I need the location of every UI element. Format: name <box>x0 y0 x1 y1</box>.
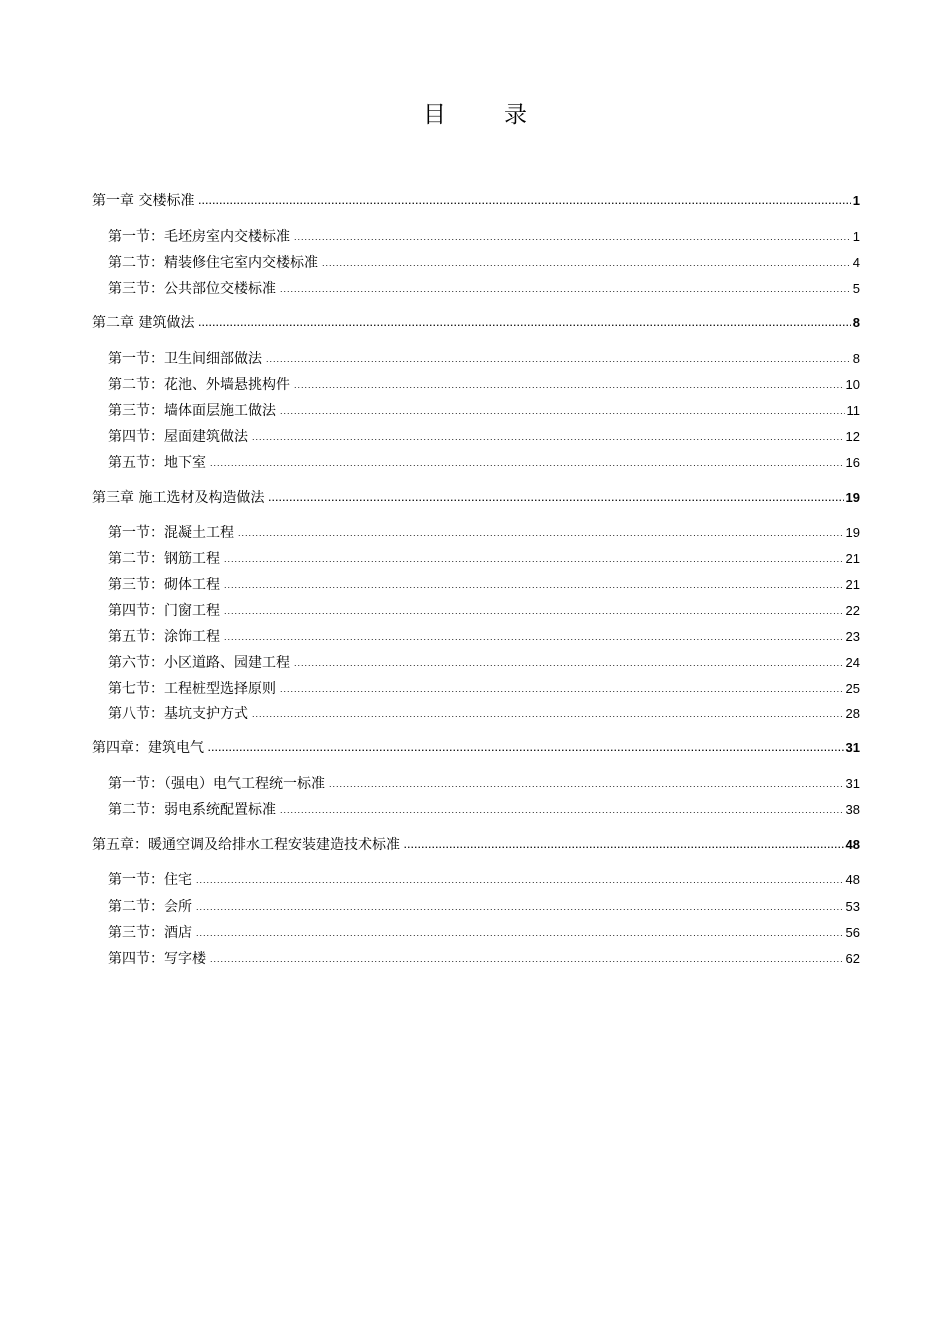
toc-entry-label: 第五章：暖通空调及给排水工程安装建造技术标准 <box>92 837 400 853</box>
toc-chapter-entry[interactable] <box>92 190 860 212</box>
toc-chapter-entry[interactable] <box>92 487 860 509</box>
toc-entry-label: 第四节：屋面建筑做法 <box>108 429 248 445</box>
toc-section-entry[interactable] <box>108 922 860 944</box>
toc-entry-label: 第三节：酒店 <box>108 925 192 941</box>
toc-entry-page-number: 1 <box>852 229 860 244</box>
dot-leader <box>280 278 851 300</box>
toc-entry-page-number: 25 <box>845 681 860 696</box>
toc-entry-label: 第二章 建筑做法 <box>92 315 195 331</box>
toc-entry-page-number: 22 <box>845 603 860 618</box>
toc-entry-page-number: 8 <box>852 315 860 330</box>
toc-entry-page-number: 31 <box>845 740 860 755</box>
dot-leader <box>294 652 844 674</box>
dot-leader <box>280 400 845 422</box>
toc-entry-label: 第三节：砌体工程 <box>108 577 220 593</box>
toc-section-entry[interactable] <box>108 799 860 821</box>
dot-leader <box>208 737 844 759</box>
dot-leader <box>196 869 844 891</box>
toc-title-char-1: 目 <box>423 102 446 128</box>
toc-entry-label: 第三章 施工选材及构造做法 <box>92 490 265 506</box>
dot-leader <box>268 487 843 509</box>
toc-section-entry[interactable] <box>108 452 860 474</box>
toc-entry-label: 第二节：精装修住宅室内交楼标准 <box>108 255 318 271</box>
toc-section-entry[interactable] <box>108 226 860 248</box>
toc-entry-label: 第四节：门窗工程 <box>108 603 220 619</box>
toc-entry-page-number: 12 <box>845 429 860 444</box>
dot-leader <box>224 548 844 570</box>
toc-entry-label: 第四节：写字楼 <box>108 951 206 967</box>
toc-entry-page-number: 8 <box>852 351 860 366</box>
toc-entry-label: 第一章 交楼标准 <box>92 193 195 209</box>
toc-entry-page-number: 19 <box>845 525 860 540</box>
dot-leader <box>280 678 844 700</box>
toc-section-entry[interactable] <box>108 574 860 596</box>
toc-section-entry[interactable] <box>108 869 860 891</box>
toc-entry-page-number: 28 <box>845 706 860 721</box>
toc-entry-page-number: 21 <box>845 577 860 592</box>
dot-leader <box>238 522 844 544</box>
dot-leader <box>210 452 844 474</box>
toc-entry-label: 第一节：（强电）电气工程统一标准 <box>108 776 325 792</box>
toc-entry-page-number: 11 <box>846 403 860 418</box>
toc-entry-label: 第五节：涂饰工程 <box>108 629 220 645</box>
toc-entry-label: 第二节：弱电系统配置标准 <box>108 802 276 818</box>
toc-section-entry[interactable] <box>108 626 860 648</box>
toc-section-entry[interactable] <box>108 703 860 725</box>
dot-leader <box>322 252 851 274</box>
dot-leader <box>224 574 844 596</box>
toc-section-entry[interactable] <box>108 652 860 674</box>
toc-section-entry[interactable] <box>108 374 860 396</box>
toc-entry-label: 第四章：建筑电气 <box>92 740 204 756</box>
dot-leader <box>404 834 844 856</box>
dot-leader <box>196 896 844 918</box>
toc-entry-page-number: 24 <box>845 655 860 670</box>
toc-section-entry[interactable] <box>108 600 860 622</box>
toc-section-entry[interactable] <box>108 400 860 422</box>
toc-entry-label: 第二节：会所 <box>108 899 192 915</box>
toc-section-entry[interactable] <box>108 348 860 370</box>
toc-entry-page-number: 1 <box>852 193 860 208</box>
toc-title-char-2: 录 <box>504 102 527 128</box>
toc-entry-label: 第六节：小区道路、园建工程 <box>108 655 290 671</box>
toc-section-entry[interactable] <box>108 278 860 300</box>
toc-section-entry[interactable] <box>108 252 860 274</box>
toc-entry-page-number: 53 <box>845 899 860 914</box>
toc-entry-page-number: 56 <box>845 925 860 940</box>
toc-section-entry[interactable] <box>108 773 860 795</box>
toc-section-entry[interactable] <box>108 426 860 448</box>
toc-entry-page-number: 38 <box>845 802 860 817</box>
toc-entry-label: 第五节：地下室 <box>108 455 206 471</box>
toc-section-entry[interactable] <box>108 548 860 570</box>
toc-entry-label: 第一节：毛坯房室内交楼标准 <box>108 229 290 245</box>
dot-leader <box>329 773 844 795</box>
toc-section-entry[interactable] <box>108 948 860 970</box>
toc-chapter-entry[interactable] <box>92 312 860 334</box>
toc-entry-page-number: 23 <box>845 629 860 644</box>
toc-title <box>0 96 950 129</box>
dot-leader <box>198 190 850 212</box>
dot-leader <box>196 922 844 944</box>
dot-leader <box>210 948 844 970</box>
dot-leader <box>294 374 844 396</box>
toc-chapter-entry[interactable] <box>92 737 860 759</box>
dot-leader <box>198 312 850 334</box>
toc-entry-label: 第三节：公共部位交楼标准 <box>108 281 276 297</box>
toc-entry-page-number: 5 <box>852 281 860 296</box>
toc-entry-page-number: 16 <box>845 455 860 470</box>
toc-entry-label: 第一节：住宅 <box>108 872 192 888</box>
dot-leader <box>280 799 844 821</box>
toc-entry-page-number: 48 <box>845 837 860 852</box>
dot-leader <box>266 348 851 370</box>
dot-leader <box>224 600 844 622</box>
toc-entry-page-number: 19 <box>845 490 860 505</box>
toc-entry-page-number: 4 <box>852 255 860 270</box>
toc-entry-label: 第三节：墙体面层施工做法 <box>108 403 276 419</box>
dot-leader <box>252 703 844 725</box>
toc-entry-page-number: 62 <box>845 951 860 966</box>
toc-entry-page-number: 31 <box>845 776 860 791</box>
dot-leader <box>224 626 844 648</box>
toc-section-entry[interactable] <box>108 522 860 544</box>
toc-entry-label: 第八节：基坑支护方式 <box>108 706 248 722</box>
dot-leader <box>252 426 844 448</box>
toc-section-entry[interactable] <box>108 678 860 700</box>
dot-leader <box>294 226 851 248</box>
toc-entry-label: 第二节：花池、外墙悬挑构件 <box>108 377 290 393</box>
toc-section-entry[interactable] <box>108 896 860 918</box>
toc-entry-page-number: 21 <box>845 551 860 566</box>
toc-entry-label: 第一节：卫生间细部做法 <box>108 351 262 367</box>
toc-chapter-entry[interactable] <box>92 834 860 856</box>
toc-entry-label: 第一节：混凝土工程 <box>108 525 234 541</box>
toc-entry-page-number: 48 <box>845 872 860 887</box>
toc-entry-page-number: 10 <box>845 377 860 392</box>
toc-entry-label: 第七节：工程桩型选择原则 <box>108 681 276 697</box>
toc-entry-label: 第二节：钢筋工程 <box>108 551 220 567</box>
